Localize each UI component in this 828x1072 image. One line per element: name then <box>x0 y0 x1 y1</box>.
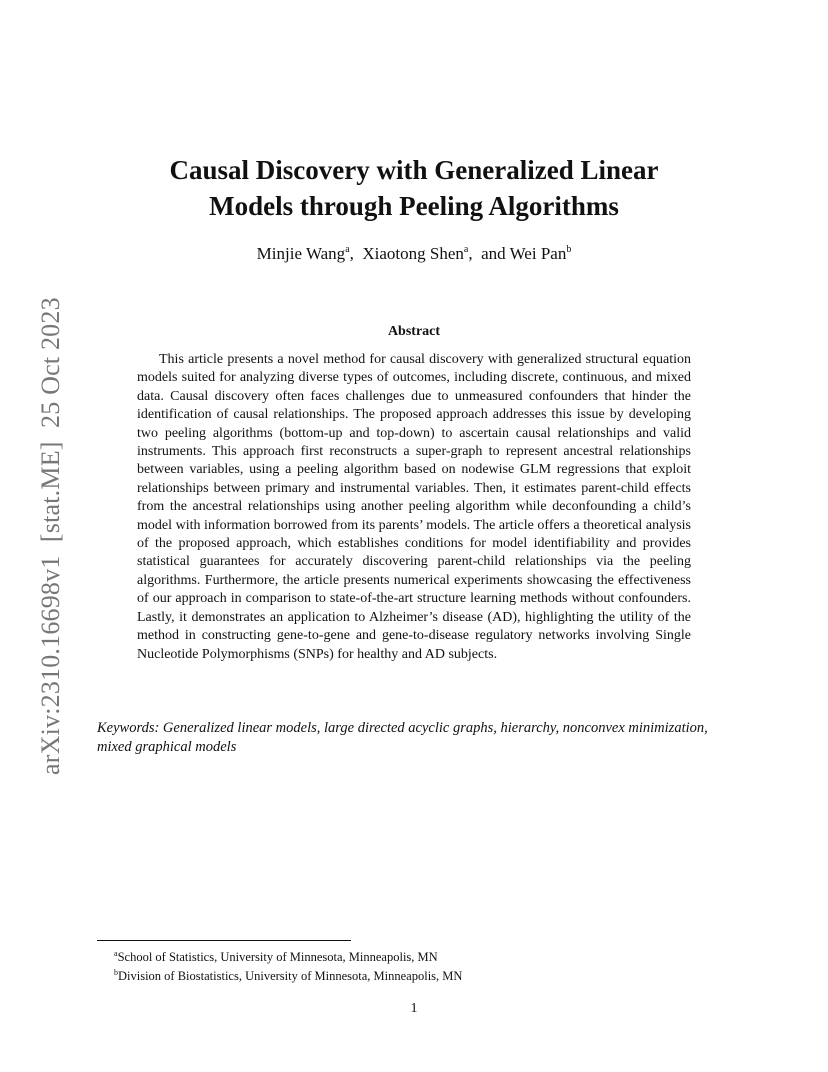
footnote-mark: b <box>114 968 118 977</box>
author-list <box>110 244 718 264</box>
keywords: Keywords: Generalized linear models, large directed acyclic graphs, hierarchy, nonconvex minimization, mixed graphical models <box>97 720 708 755</box>
footnote-a <box>114 946 462 965</box>
author-3 <box>481 244 571 263</box>
paper-title <box>110 152 718 224</box>
arxiv-identifier-stamp: arXiv:2310.16698v1 [stat.ME] 25 Oct 2023 <box>36 297 65 775</box>
footnote-mark: a <box>114 949 118 958</box>
footnote-text: Division of Biostatistics, University of Minnesota, Minneapolis, MN <box>118 969 463 983</box>
author-1 <box>257 244 354 263</box>
abstract-text: This article presents a novel method for causal discovery with generalized structural equation models suited for analyzing diverse types of outcomes, including discrete, continuous, and mixed data. Causal discovery often faces challenges due to unmeasured confounders that hinder the identification of causal relationships. The proposed approach addresses this issue by developing two peeling algorithms (bottom-up and top-down) to ascertain causal relationships and valid instruments. This approach first reconstructs a super-graph to represent ancestral relationships between variables, using a peeling algorithm based on nodewise GLM regressions that exploit relationships between primary and instrumental variables. Then, it estimates parent-child effects from the ancestral relationships using another peeling algorithm while deconfounding a child’s model with information borrowed from its parents’ models. The article offers a theoretical analysis of the proposed approach, which establishes conditions for model identifiability and provides statistical guarantees for accurately discovering parent-child relationships via the peeling algorithms. Furthermore, the article presents numerical experiments showcasing the effectiveness of our approach in comparison to state-of-the-art structure learning methods without confounders. Lastly, it demonstrates an application to Alzheimer’s disease (AD), highlighting the utility of the method in constructing gene-to-gene and gene-to-disease regulatory networks involving Single Nucleotide Polymorphisms (SNPs) for healthy and AD subjects. <box>137 352 691 662</box>
author-separator: , <box>468 244 473 263</box>
footnote-b <box>114 965 462 984</box>
title-line-2: Models through Peeling Algorithms <box>209 191 619 221</box>
author-name: Xiaotong Shen <box>362 244 464 263</box>
page-number: 1 <box>410 1001 418 1016</box>
author-affiliation-mark: a <box>463 244 469 255</box>
author-affiliation-mark: b <box>566 244 572 255</box>
author-name: and Wei Pan <box>481 244 567 263</box>
footnote-text: School of Statistics, University of Minnesota, Minneapolis, MN <box>117 950 438 964</box>
author-2 <box>362 244 472 263</box>
title-line-1: Causal Discovery with Generalized Linear <box>169 155 659 185</box>
footnotes <box>114 946 462 984</box>
author-name: Minjie Wang <box>256 244 346 263</box>
abstract-heading: Abstract <box>387 324 441 339</box>
footnote-divider <box>97 940 351 941</box>
author-affiliation-mark: a <box>345 244 350 255</box>
author-separator: , <box>349 244 354 263</box>
